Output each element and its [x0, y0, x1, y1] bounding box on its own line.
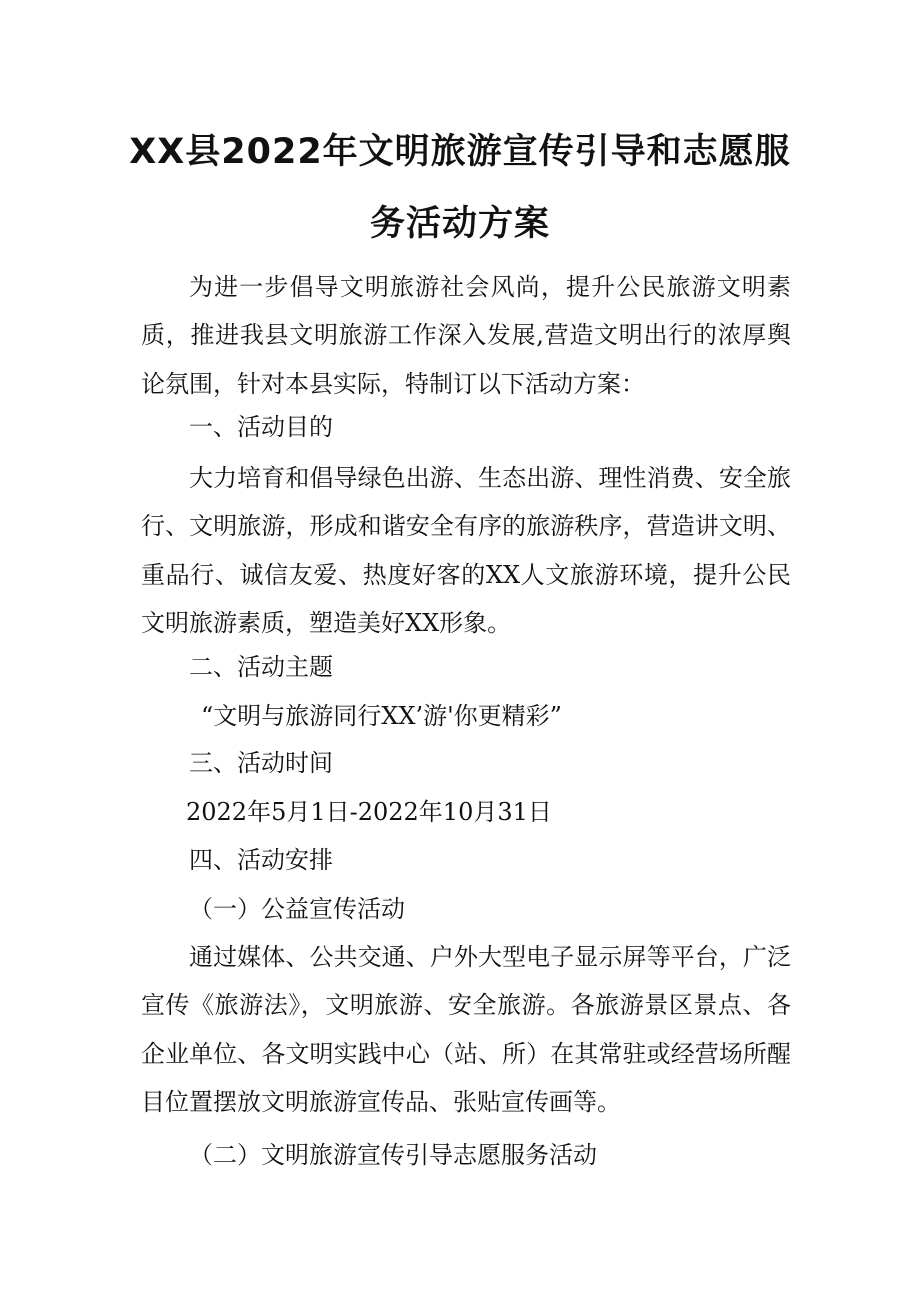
activity-dates: 2022年5月1日-2022年10月31日 — [186, 798, 552, 826]
section-heading-time: 三、活动时间 — [189, 749, 333, 777]
theme-text: “文明与旅游同行XX’游'你更精彩” — [201, 702, 562, 730]
section-heading-arrangement: 四、活动安排 — [189, 846, 333, 874]
section-heading-theme: 二、活动主题 — [189, 653, 333, 681]
purpose-paragraph: 大力培育和倡导绿色出游、生态出游、理性消费、安全旅行、文明旅游，形成和谐安全有序的旅游秩序，营造讲文明、重品行、诚信友爱、热度好客的XX人文旅游环境，提升公民文明旅游素质，塑造美好XX形象。 — [141, 464, 791, 638]
subsection-heading-publicity: （一）公益宣传活动 — [189, 895, 405, 923]
subsection-heading-volunteer: （二）文明旅游宣传引导志愿服务活动 — [189, 1141, 597, 1169]
section-heading-purpose: 一、活动目的 — [189, 413, 333, 441]
document-title-line-1: XX县2022年文明旅游宣传引导和志愿服 — [129, 132, 791, 172]
publicity-paragraph: 通过媒体、公共交通、户外大型电子显示屏等平台，广泛宣传《旅游法》，文明旅游、安全旅游。各旅游景区景点、各企业单位、各文明实践中心（站、所）在其常驻或经营场所醒目位置摆放文明旅游宣传品、张贴宣传画等。 — [141, 943, 791, 1117]
document-title-line-2: 务活动方案 — [369, 204, 550, 244]
intro-paragraph: 为进一步倡导文明旅游社会风尚，提升公民旅游文明素质，推进我县文明旅游工作深入发展,营造文明出行的浓厚舆论氛围，针对本县实际，特制订以下活动方案： — [141, 273, 791, 398]
